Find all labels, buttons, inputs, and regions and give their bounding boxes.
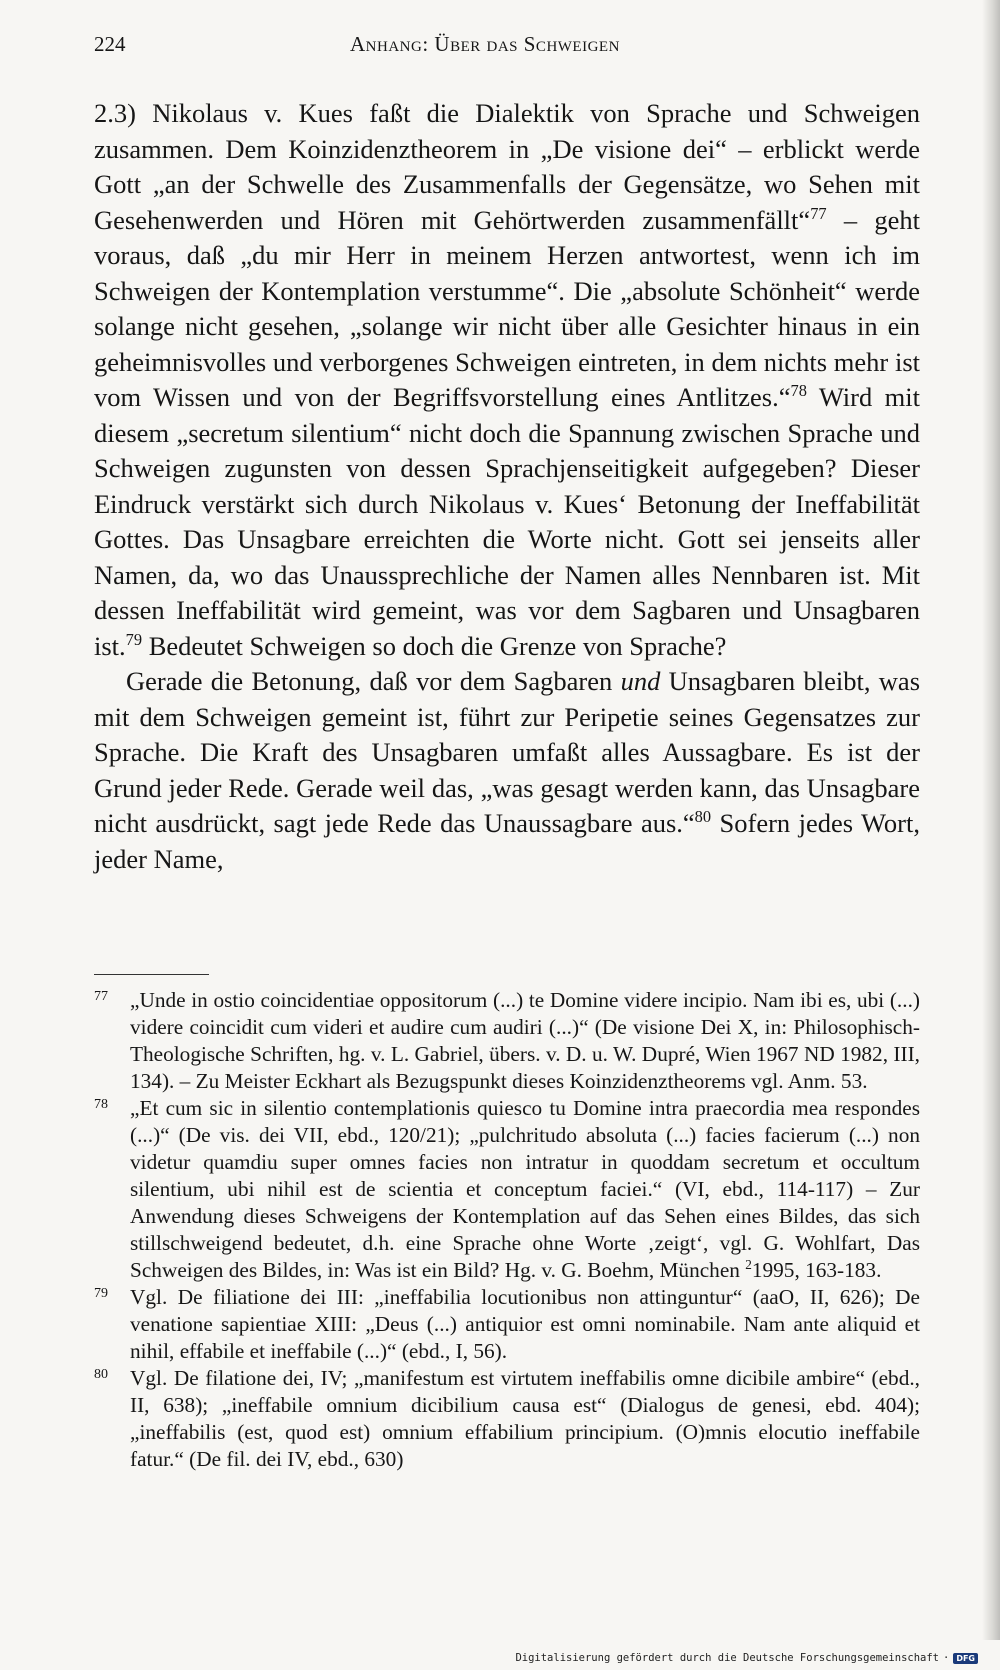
footnote-mark: 80 (94, 1367, 108, 1382)
footnote-text (130, 1095, 920, 1284)
running-head: Anhang: Über das Schweigen (350, 32, 620, 56)
footnote-text-a: „Et cum sic in silentio contemplationis quiesco tu Domine intra praecordia mea respondes (...)“ (De vis. dei VII, ebd., 120/21); „pulchritudo absoluta (...) facies facierum (...) non videtur quamdiu super omnes facies non intratur in quoddam secretum et occultum silentium, ubi nihil est de scientia et conceptum faciei.“ (VI, ebd., 114-117) – Zur Anwendung dieses Schweigens der Kontemplation auf das Sehen eines Bildes, das sich stillschweigend bedeutet, d.h. eine Sprache ohne Worte ‚zeigt‘, vgl. G. Wohlfart, Das Schweigen des Bildes, in: Was ist ein Bild? Hg. v. G. Boehm, München (130, 1096, 920, 1282)
edition-superscript: 2 (745, 1256, 752, 1272)
footnote-mark: 77 (94, 989, 108, 1004)
paragraph-1-text-d: Bedeutet Schweigen so doch die Grenze von Sprache? (142, 630, 727, 661)
footnote-ref-77[interactable]: 77 (810, 203, 827, 223)
footnote-ref-78[interactable]: 78 (790, 381, 807, 401)
footnote-ref-80[interactable]: 80 (694, 807, 712, 827)
footnote-text: „Unde in ostio coincidentiae oppositorum (...) te Domine videre incipio. Nam ibi es, ubi (...) videre coincidit cum videri et audire cum audiri (...)“ (De visione Dei X, in: Philosophisch-Theologische Schriften, hg. v. L. Gabriel, übers. v. D. u. W. Dupré, Wien 1967 ND 1982, III, 134). – Zu Meister Eckhart als Bezugspunkt dieses Koinzidenztheorems vgl. Anm. 53. (130, 988, 920, 1093)
footnote-78 (94, 1095, 920, 1284)
footnote-text: Vgl. De filatione dei, IV; „manifestum est virtutem ineffabilis omne dicibile ambire“ (ebd., II, 638); „ineffabile omnium dicibilium causa est“ (Dialogus de genesi, ebd. 404); „ineffabilis (est, quod est) omnium effabilium principium. (O)mnis elocutio ineffabile fatur.“ (De fil. dei IV, ebd., 630) (130, 1366, 920, 1471)
paragraph-1 (94, 96, 920, 664)
footnotes (94, 987, 920, 1473)
footnote-mark: 79 (94, 1286, 108, 1301)
paragraph-2-emphasis: und (620, 666, 661, 696)
dfg-logo-icon: DFG (953, 1653, 978, 1664)
footnote-mark: 78 (94, 1097, 108, 1112)
paragraph-2-text-a: Gerade die Betonung, daß vor dem Sagbaren (126, 666, 621, 696)
paragraph-2-text-b: Unsagbaren bleibt, was mit dem Schweigen gemeint ist, führt zur Peripetie seines Gegensatzes zur Sprache. Die Kraft des Unsagbaren umfaßt alles Aussagbare. Es ist der Grund jeder Rede. Gerade weil das, „was gesagt werden kann, das Unsagbare nicht ausdrückt, sagt jede Rede das Unaussagbare aus.“ (94, 666, 921, 838)
footnote-ref-79[interactable]: 79 (125, 629, 143, 649)
page-number: 224 (94, 32, 126, 56)
paragraph-1-text-b: – geht voraus, daß „du mir Herr in meinem Herzen antwortest, wenn ich im Schweigen der Kontemplation verstumme“. Die „absolute Schönheit“ werde solange nicht gesehen, „solange wir nicht über alle Gesichter hinaus in ein geheimnisvolles und verborgenes Schweigen eintreten, in dem nichts mehr ist vom Wissen und von der Begriffsvorstellung eines Antlitzes.“ (94, 204, 921, 412)
footnote-text-b: 1995, 163-183. (751, 1258, 882, 1282)
paragraph-2 (94, 664, 920, 877)
credit-text: Digitalisierung gefördert durch die Deutsche Forschungsgemeinschaft (515, 1652, 939, 1664)
footnote-79 (94, 1284, 920, 1365)
page-edge-shadow (982, 0, 1000, 1640)
paragraph-1-text-c: Wird mit diesem „secretum silentium“ nicht doch die Spannung zwischen Sprache und Schweigen zugunsten von dessen Sprachjenseitigkeit aufgegeben? Dieser Eindruck verstärkt sich durch Nikolaus v. Kues‘ Betonung der Ineffabilität Gottes. Das Unsagbare erreichten die Worte nicht. Gott sei jenseits aller Namen, da, wo das Unaussprechliche der Namen alles Nennbaren ist. Mit dessen Ineffabilität wird gemeint, was vor dem Sagbaren und Unsagbaren ist. (94, 382, 920, 661)
paragraph-1-text-a: 2.3) Nikolaus v. Kues faßt die Dialektik von Sprache und Schweigen zusammen. Dem Koinzidenztheorem in „De visione dei“ – erblickt werde Gott „an der Schwelle des Zusammenfalls der Gegensätze, wo Sehen mit Gesehenwerden und Hören mit Gehörtwerden zusammenfällt“ (94, 98, 920, 235)
page-header (94, 32, 920, 62)
digitization-credit: Digitalisierung gefördert durch die Deutsche Forschungsgemeinschaft · DFG (515, 1652, 978, 1664)
footnote-80 (94, 1365, 920, 1473)
footnote-text: Vgl. De filiatione dei III: „ineffabilia locutionibus non attinguntur“ (aaO, II, 626); De venatione sapientiae XIII: „Deus (...) antiquior est omni nominabile. Nam ante aliquid et nihil, effabile et ineffabile (...)“ (ebd., I, 56). (130, 1285, 920, 1363)
footnote-divider (94, 974, 209, 975)
footnote-77 (94, 987, 920, 1095)
main-text (94, 96, 920, 877)
paragraph-2-text-c: Sofern jedes Wort, jeder Name, (94, 808, 920, 874)
